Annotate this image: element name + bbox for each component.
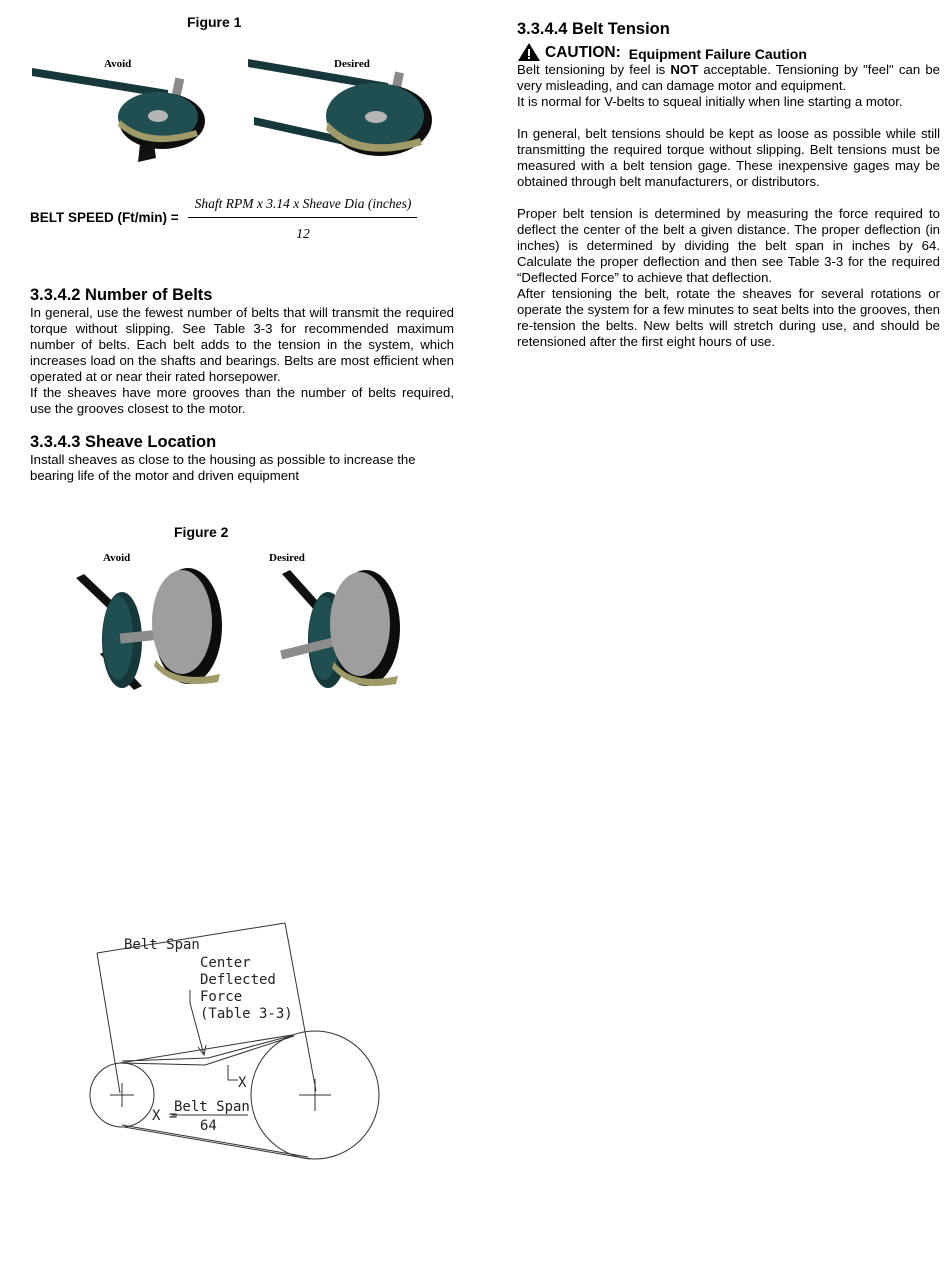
number-of-belts-para-1: In general, use the fewest number of belts that will transmit the required torque without slipping. See Table 3-3 for recommended maximum number of belts. Each belt adds to the tension in the system, which increases load on the shafts and bearings. Belts are most efficient when operated at or near their rated horsepower. bbox=[30, 305, 454, 384]
diagram-x-marker: X bbox=[238, 1075, 247, 1091]
formula-numerator: Shaft RPM x 3.14 x Sheave Dia (inches) bbox=[194, 196, 412, 211]
tension-line-1 bbox=[517, 62, 940, 94]
diagram-belt-span-label: Belt Span bbox=[124, 937, 200, 953]
tension-line-1-end: acceptable. Tensioning by "feel" can be very misleading, and can damage motor and equipment. bbox=[517, 62, 940, 93]
sheave-location-heading: 3.3.4.3 Sheave Location bbox=[30, 433, 217, 451]
tension-line-1-not: NOT bbox=[670, 62, 699, 77]
diagram-table-ref-label: (Table 3-3) bbox=[200, 1006, 293, 1022]
belt-top-4 bbox=[122, 1058, 208, 1061]
tension-line-2: It is normal for V-belts to squeal initially when line starting a motor. bbox=[517, 94, 903, 109]
tension-para-4: After tensioning the belt, rotate the sheaves for several rotations or operate the system for a few minutes to seat belts into the grooves, then re-tension the belts. New belts will stretch during use, and should be retensioned after the first eight hours of use. bbox=[517, 286, 940, 349]
figure-2-desired-label: Desired bbox=[269, 552, 305, 564]
figure-2-title: Figure 2 bbox=[174, 524, 229, 540]
section-sheave-location bbox=[30, 433, 454, 484]
belt-bottom bbox=[124, 1127, 310, 1159]
formula-fraction-bar bbox=[188, 217, 417, 218]
avoid-sheave-hub bbox=[148, 110, 168, 122]
diagram-fraction-numerator: Belt Span bbox=[174, 1099, 250, 1115]
figure-1-avoid-label: Avoid bbox=[104, 58, 132, 70]
section-belt-tension bbox=[517, 20, 940, 350]
fig2-desired-housing bbox=[330, 572, 390, 676]
caution-title: Equipment Failure Caution bbox=[628, 46, 807, 62]
desired-sheave-hub bbox=[365, 111, 387, 123]
figure-1-title: Figure 1 bbox=[187, 14, 242, 30]
tension-line-1-start: Belt tensioning by feel is bbox=[517, 62, 671, 77]
caution-word: CAUTION: bbox=[545, 44, 621, 61]
sheave-location-para: Install sheaves as close to the housing as possible to increase the bearing life of the motor and driven equipment bbox=[30, 452, 416, 483]
caution-banner bbox=[517, 42, 940, 62]
diagram-deflected-label: Deflected bbox=[200, 972, 276, 988]
figure-2-illustration bbox=[70, 548, 410, 698]
belt-top-3 bbox=[205, 1036, 294, 1065]
number-of-belts-heading: 3.3.4.2 Number of Belts bbox=[30, 286, 213, 304]
number-of-belts-para-2: If the sheaves have more grooves than the number of belts required, use the grooves closest to the motor. bbox=[30, 385, 454, 416]
caution-warning-icon bbox=[517, 42, 541, 62]
belt-top-1 bbox=[120, 1035, 292, 1063]
diagram-fraction-denominator: 64 bbox=[200, 1118, 217, 1134]
diagram-center-label: Center bbox=[200, 955, 251, 971]
diagram-force-label: Force bbox=[200, 989, 243, 1005]
tension-para-3: Proper belt tension is determined by measuring the force required to deflect the center of the belt a given distance. The proper deflection (in inches) is determined by dividing the belt span in inches by 64. Calculate the proper deflection and then see Table 3-3 for the required “Deflected Force” to achieve that deflection. bbox=[517, 206, 940, 285]
fig2-avoid-housing bbox=[152, 570, 212, 674]
formula-denominator: 12 bbox=[296, 226, 310, 241]
belt-tension-heading: 3.3.4.4 Belt Tension bbox=[517, 20, 670, 38]
section-number-of-belts bbox=[30, 286, 454, 417]
figure-1-desired-label: Desired bbox=[334, 58, 370, 70]
deflection-leader bbox=[228, 1065, 238, 1080]
diagram-x-equals: X = bbox=[152, 1108, 178, 1124]
figure-2-avoid-label: Avoid bbox=[103, 552, 131, 564]
belt-span-diagram bbox=[80, 915, 400, 1175]
tension-para-2: In general, belt tensions should be kept as loose as possible while still transmitting the required torque without slipping. Belt tensions must be measured with a belt tension gage. These inexpensive gages may be obtained through belt manufacturers, or distributors. bbox=[517, 126, 940, 189]
figure-1-illustration bbox=[28, 50, 438, 170]
avoid-belt-lower bbox=[138, 144, 156, 162]
formula-label: BELT SPEED (Ft/min) = bbox=[30, 210, 179, 225]
